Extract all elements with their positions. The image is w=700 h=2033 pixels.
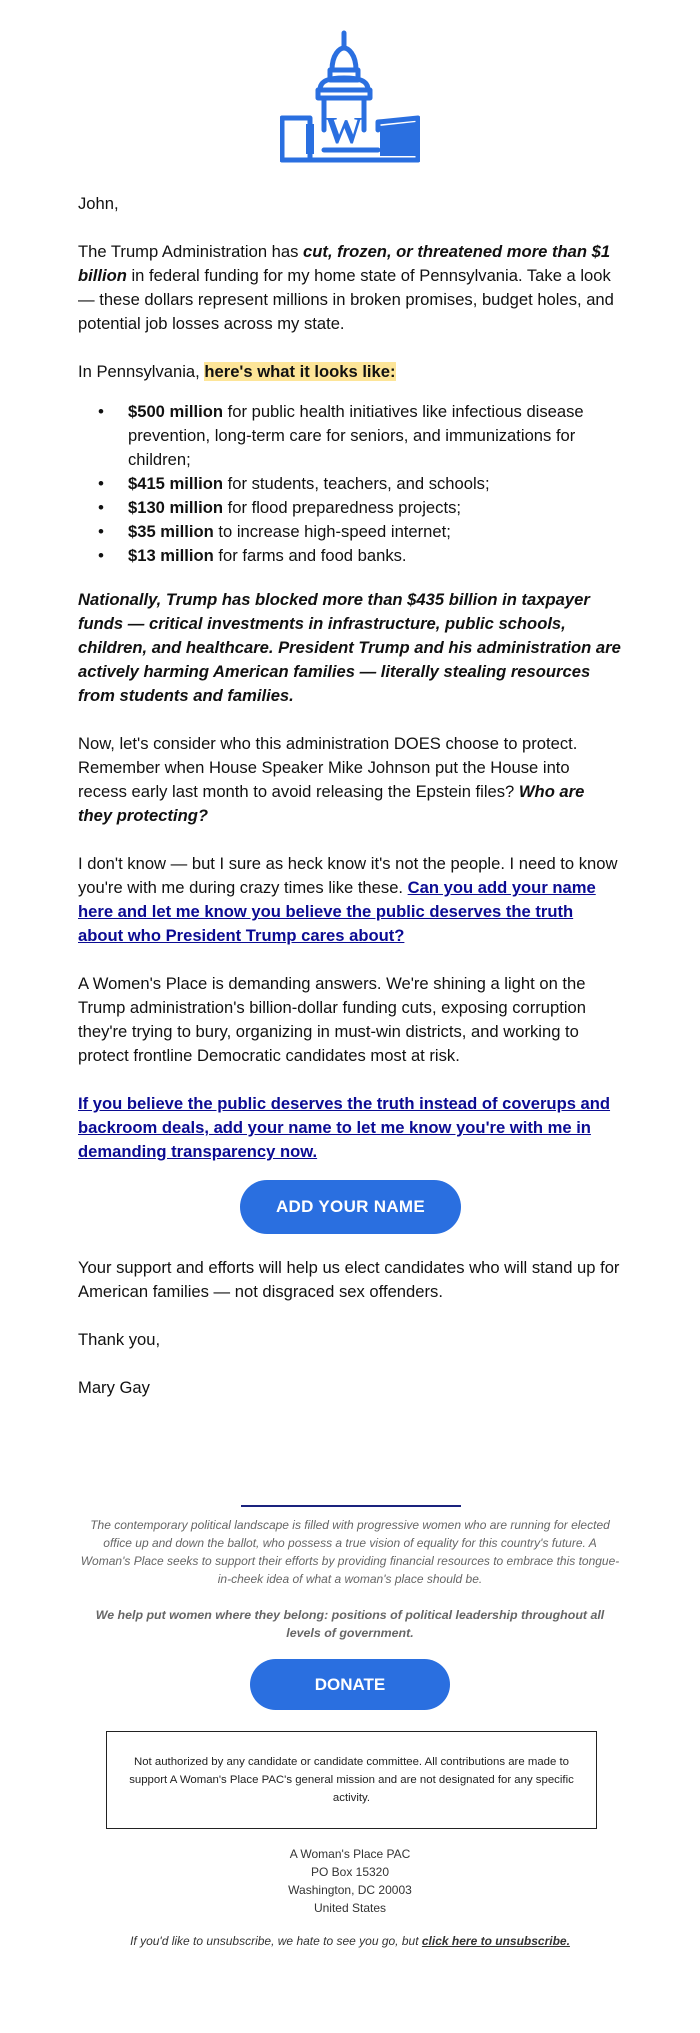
- unsubscribe-line: [0, 1932, 700, 1950]
- paragraph-transparency: [78, 1092, 622, 1164]
- protect-question: Who are they protecting?: [78, 782, 585, 825]
- transparency-link[interactable]: If you believe the public deserves the truth instead of coverups and backroom deals, add your name to let me know you're with me in demanding transparency now.: [78, 1094, 611, 1161]
- address-line: A Woman's Place PAC: [289, 1847, 411, 1861]
- intro-text-c: in federal funding for my home state of Pennsylvania. Take a look — these dollars represent millions in broken promises, budget holes, and potential job losses across my state.: [78, 266, 614, 333]
- intro-text-a: The Trump Administration has: [78, 242, 304, 261]
- unsubscribe-link[interactable]: click here to unsubscribe.: [421, 1934, 570, 1948]
- add-name-link[interactable]: Can you add your name here and let me know you believe the public deserves the truth about who President Trump cares about?: [78, 878, 596, 945]
- disclaimer-text: Not authorized by any candidate or candidate committee. All contributions are made to support A Woman's Place PAC's general mission and are not designated for any specific activity.: [129, 1756, 574, 1804]
- protect-text: Now, let's consider who this administration DOES choose to protect. Remember when House Speaker Mike Johnson put the House into recess early last month to avoid releasing the Epstein files?: [78, 734, 578, 801]
- funding-list: [78, 400, 622, 568]
- paragraph-intro: [78, 240, 622, 336]
- list-item: • $13 million for farms and food banks.: [78, 544, 622, 568]
- donate-button[interactable]: DONATE: [250, 1659, 450, 1710]
- ask-text: I don't know — but I sure as heck know it's not the people. I need to know you're with me during crazy times like these.: [78, 854, 618, 897]
- intro-emphasis: cut, frozen, or threatened more than $1 billion: [78, 242, 611, 285]
- paragraph-support: [78, 1256, 622, 1304]
- signoff-text: Thank you,: [78, 1330, 161, 1349]
- list-item: • $415 million for students, teachers, and schools;: [78, 472, 622, 496]
- signature-text: Mary Gay: [78, 1378, 150, 1397]
- list-item: • $35 million to increase high-speed internet;: [78, 520, 622, 544]
- national-text: Nationally, Trump has blocked more than $435 billion in taxpayer funds — critical investments in infrastructure, public schools, children, and healthcare. President Trump and his administration are actively harming American families — literally stealing resources from students and families.: [78, 590, 621, 705]
- mission-text: A Women's Place is demanding answers. We're shining a light on the Trump administration's billion-dollar funding cuts, exposing corruption they're trying to bury, organizing in must-win districts, and working to protect frontline Democratic candidates most at risk.: [78, 974, 586, 1065]
- pa-highlight: here's what it looks like:: [204, 362, 396, 381]
- paragraph-pennsylvania: [78, 360, 622, 384]
- logo-letter: W: [325, 110, 363, 152]
- footer-tagline: We help put women where they belong: positions of political leadership throughout all levels of government.: [95, 1608, 605, 1640]
- logo: [0, 30, 700, 174]
- paragraph-mission: [78, 972, 622, 1068]
- support-text: Your support and efforts will help us elect candidates who will stand up for American families — not disgraced sex offenders.: [78, 1258, 620, 1301]
- address-line: Washington, DC 20003: [288, 1883, 412, 1897]
- signature: [78, 1376, 622, 1400]
- disclaimer-box: [106, 1731, 597, 1829]
- list-item: • $500 million for public health initiatives like infectious disease prevention, long-term care for seniors, and immunizations for children;: [78, 400, 622, 472]
- greeting-text: John,: [78, 194, 119, 213]
- paragraph-ask: [78, 852, 622, 948]
- list-item: • $130 million for flood preparedness projects;: [78, 496, 622, 520]
- paragraph-national: [78, 588, 622, 708]
- signoff: [78, 1328, 622, 1352]
- add-your-name-button[interactable]: ADD YOUR NAME: [240, 1180, 461, 1234]
- unsubscribe-text: If you'd like to unsubscribe, we hate to see you go, but: [130, 1934, 422, 1948]
- pa-text: In Pennsylvania,: [78, 362, 205, 381]
- footer-about: The contemporary political landscape is filled with progressive women who are running for elected office up and down the ballot, who possess a true vision of equality for this country's future. A Woman's Place seeks to support their efforts by providing financial resources to embrace this tongue-in-cheek idea of what a woman's place should be.: [80, 1518, 620, 1586]
- mailing-address: [0, 1845, 700, 1917]
- footer-divider: [241, 1505, 461, 1507]
- greeting: [78, 192, 622, 216]
- paragraph-protect: [78, 732, 622, 828]
- address-line: PO Box 15320: [310, 1865, 390, 1879]
- capitol-logo-icon: [280, 30, 420, 174]
- address-line: United States: [313, 1901, 387, 1915]
